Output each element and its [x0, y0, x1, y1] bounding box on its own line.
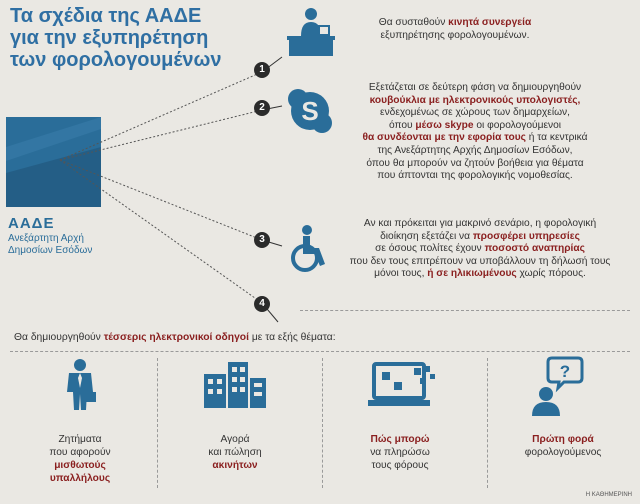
step-number-3: 3 — [254, 232, 270, 248]
column-divider — [322, 358, 323, 488]
guides-intro-text: Θα δημιουργηθούν — [14, 332, 104, 343]
plan-text: χωρίς πόρους. — [516, 268, 586, 280]
plan-text: όπου θα μπορούν να ζητούν βοήθεια για θέματα — [366, 157, 584, 169]
section-divider — [300, 310, 630, 311]
plan-1-text — [340, 17, 570, 42]
plan-text: διοίκηση εξετάζει να — [380, 230, 473, 242]
guide-caption-text: να πληρώσω — [370, 447, 430, 458]
office-desk-icon — [283, 6, 339, 58]
step-number-1: 1 — [254, 62, 270, 78]
plan-text: όπου — [388, 119, 416, 131]
guide-caption-highlight: Πρώτη φορά — [532, 434, 594, 445]
plan-text: που δεν τους επιτρέπουν να υποβάλλουν τη δήλωσή τους — [349, 255, 611, 267]
plan-highlight: κουβούκλια με ηλεκτρονικούς υπολογιστές, — [369, 94, 581, 106]
plan-text: Αν και πρόκειται για μακρινό σενάριο, η φορολογική — [363, 218, 597, 229]
svg-text:?: ? — [559, 362, 571, 381]
plan-text: Θα συσταθούν — [378, 17, 449, 28]
plan-text: που άπτονται της φορολογικής νομοθεσίας. — [377, 170, 573, 182]
logo-subtitle-line: Δημοσίων Εσόδων — [8, 245, 93, 256]
guides-intro-highlight: τέσσερις ηλεκτρονικοί οδηγοί — [103, 332, 249, 343]
guide-caption-highlight: Πώς μπορώ — [370, 434, 430, 445]
guide-caption-highlight: μισθωτούς — [54, 460, 106, 471]
laptop-icon — [368, 362, 438, 410]
guide-caption-text: Ζητήματα — [58, 434, 102, 445]
section-divider — [10, 351, 630, 352]
employee-icon — [62, 358, 98, 412]
plan-text: Εξετάζεται σε δεύτερη φάση να δημιουργηθούν — [368, 82, 582, 93]
guide-caption-text: Αγορά — [220, 434, 250, 445]
guide-caption-text: φορολογούμενος — [524, 447, 602, 458]
guide-caption-4 — [503, 433, 623, 459]
plan-highlight: θα συνδέονται με την εφορία τους — [362, 132, 526, 144]
guide-caption-text: που αφορούν — [49, 447, 111, 458]
guide-caption-text: τους φόρους — [371, 460, 429, 471]
plan-text: μόνοι τους, — [374, 268, 428, 280]
step-number-4: 4 — [254, 296, 270, 312]
title-line: των φορολογουμένων — [10, 49, 222, 71]
credit: Η ΚΑΘΗΜΕΡΙΝΗ — [585, 492, 632, 498]
guide-caption-3 — [340, 433, 460, 472]
guide-caption-text: και πώληση — [208, 447, 262, 458]
plan-highlight: μέσω skype — [415, 119, 474, 131]
guide-caption-2 — [175, 433, 295, 472]
guide-caption-highlight: ακινήτων — [212, 460, 258, 471]
guide-caption-1 — [20, 433, 140, 485]
guides-intro-text: με τα εξής θέματα: — [248, 332, 336, 343]
question-person-icon — [530, 356, 586, 416]
plan-text: της Ανεξάρτητης Αρχής Δημοσίων Εσόδων, — [377, 144, 573, 156]
plan-highlight: κινητά συνεργεία — [448, 17, 532, 28]
guides-intro — [14, 332, 336, 343]
column-divider — [487, 358, 488, 488]
step-number-2: 2 — [254, 100, 270, 116]
svg-text:S: S — [301, 96, 319, 126]
plan-text: ενδεχομένως σε χώρους των δημαρχείων, — [380, 107, 570, 119]
guide-caption-highlight: υπαλλήλους — [49, 473, 111, 484]
plan-highlight: ποσοστό αναπηρίας — [484, 243, 585, 255]
plan-3-text — [335, 218, 625, 281]
wheelchair-icon — [285, 224, 335, 274]
plan-highlight: προσφέρει υπηρεσίες — [472, 230, 580, 242]
plan-text: οι φορολογούμενοι — [473, 119, 562, 131]
plan-text: εξυπηρέτησης φορολογουμένων. — [380, 29, 530, 41]
title-line: για την εξυπηρέτηση — [10, 27, 209, 49]
column-divider — [157, 358, 158, 488]
logo-name: ΑΑΔΕ — [8, 215, 55, 232]
skype-icon — [285, 86, 335, 136]
plan-2-text — [340, 82, 610, 183]
plan-text: ή τα κεντρικά — [525, 132, 588, 144]
buildings-icon — [204, 362, 266, 408]
plan-highlight: ή σε ηλικιωμένους — [427, 268, 517, 280]
logo-subtitle-line: Ανεξάρτητη Αρχή — [8, 233, 84, 244]
plan-text: σε όσους πολίτες έχουν — [375, 243, 485, 255]
title-line: Τα σχέδια της ΑΑΔΕ — [10, 5, 202, 27]
